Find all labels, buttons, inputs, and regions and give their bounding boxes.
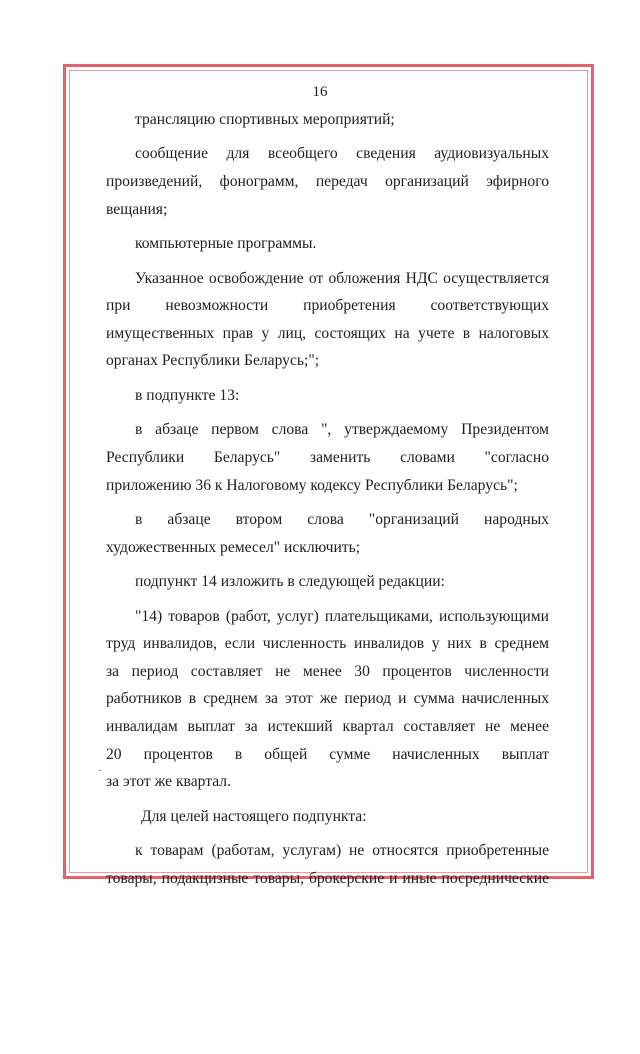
text-line: органах Республики Беларусь;"; (106, 352, 320, 370)
text-line: Республики Беларусь" заменить словами "согласно (106, 448, 549, 466)
text-line: товары, подакцизные товары, брокерские и иные посреднические (106, 869, 549, 887)
text-line: компьютерные программы. (135, 235, 317, 253)
text-line: труд инвалидов, если численность инвалидов у них в среднем (106, 635, 549, 653)
text-line: за период составляет не менее 30 процентов численности (106, 662, 549, 680)
text-line: подпункт 14 изложить в следующей редакции: (135, 573, 445, 591)
text-line: 20 процентов в общей сумме начисленных выплат (106, 745, 549, 763)
text-line: сообщение для всеобщего сведения аудиовизуальных (135, 145, 549, 163)
text-line: при невозможности приобретения соответствующих (106, 297, 549, 315)
text-line: приложению 36 к Налоговому кодексу Республики Беларусь"; (106, 476, 518, 494)
text-line: в абзаце первом слова ", утверждаемому Президентом (135, 421, 549, 439)
text-line: произведений, фонограмм, передач организаций эфирного (106, 173, 549, 191)
paragraph-8 (106, 568, 549, 596)
paragraph-6 (106, 416, 549, 499)
paragraph-10 (106, 803, 549, 831)
text-line: Указанное освобождение от обложения НДС осуществляется (135, 269, 549, 287)
text-line: работников в среднем за этот же период и сумма начисленных (106, 690, 549, 708)
text-line: имущественных прав у лиц, состоящих на учете в налоговых (106, 324, 549, 342)
text-line: в абзаце втором слова "организаций народных (135, 511, 549, 529)
text-line: за этот же квартал. (106, 773, 231, 791)
paragraph-1 (106, 106, 549, 134)
text-line: художественных ремесел" исключить; (106, 538, 361, 556)
page-number: 16 (312, 84, 328, 100)
text-line: к товарам (работам, услугам) не относятся приобретенные (135, 842, 549, 860)
text-line: в подпункте 13: (135, 386, 240, 404)
paragraph-3 (106, 230, 549, 258)
paragraph-4 (106, 265, 549, 375)
document-body (106, 106, 549, 899)
paragraph-9 (106, 603, 549, 796)
paragraph-5 (106, 382, 549, 410)
scan-speck (99, 770, 101, 771)
text-line: трансляцию спортивных мероприятий; (135, 111, 395, 128)
paragraph-11 (106, 837, 549, 892)
text-line: вещания; (106, 200, 168, 218)
text-line: инвалидам выплат за истекший квартал составляет не менее (106, 718, 549, 735)
paragraph-2 (106, 140, 549, 223)
text-line: "14) товаров (работ, услуг) плательщиками, использующими (135, 607, 549, 625)
paragraph-7 (106, 506, 549, 561)
text-line: Для целей настоящего подпункта: (141, 807, 367, 825)
